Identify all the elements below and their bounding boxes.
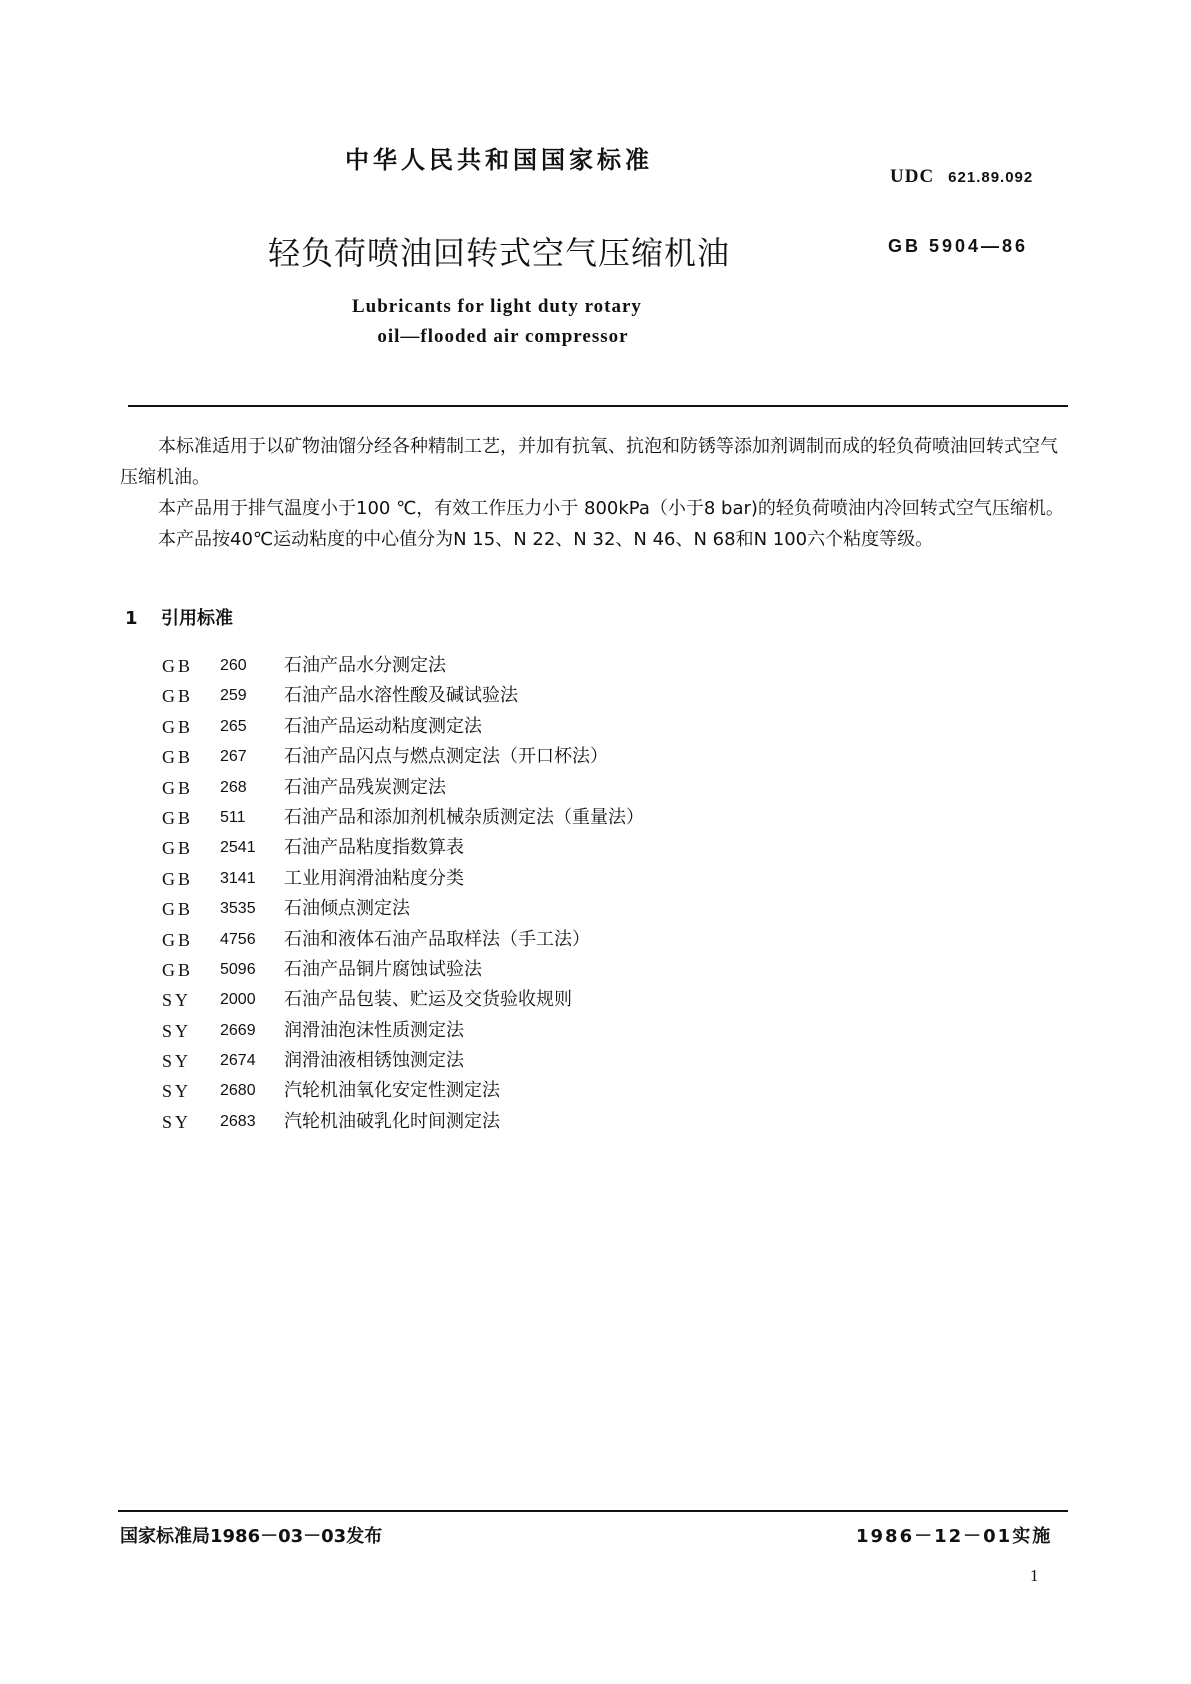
reference-title: 石油产品运动粘度测定法: [284, 715, 482, 737]
udc-label: UDC: [890, 166, 935, 187]
reference-title: 石油产品铜片腐蚀试验法: [284, 958, 482, 980]
reference-title: 石油倾点测定法: [284, 898, 410, 920]
reference-code: GB: [162, 686, 194, 707]
reference-code: GB: [162, 899, 194, 920]
udc-code: [890, 166, 1033, 188]
reference-title: 工业用润滑油粘度分类: [284, 867, 464, 889]
title-en-line-2: oil—flooded air compressor: [377, 326, 629, 347]
reference-row: [162, 1076, 644, 1106]
reference-title: 石油产品包装、贮运及交货验收规则: [284, 989, 572, 1011]
reference-row: [162, 681, 644, 711]
reference-row: [162, 925, 644, 955]
reference-number: 2000: [220, 991, 256, 1009]
intro-paragraph: 本产品用于排气温度小于100 ℃，有效工作压力小于 800kPa（小于8 bar)的轻负荷喷油内冷回转式空气压缩机。: [158, 498, 1064, 519]
udc-number: 621.89.092: [948, 169, 1034, 186]
intro-paragraph: 本标准适用于以矿物油馏分经各种精制工艺，并加有抗氧、抗泡和防锈等添加剂调制而成的轻负荷喷油回转式空气压缩机油。: [120, 436, 1058, 488]
intro-paragraph: 本产品按40℃运动粘度的中心值分为N 15、N 22、N 32、N 46、N 68和N 100六个粘度等级。: [158, 529, 934, 550]
reference-code: GB: [162, 959, 194, 980]
document-title-cn: 轻负荷喷油回转式空气压缩机油: [268, 234, 731, 272]
reference-title: 石油产品水分测定法: [284, 655, 446, 676]
title-en-line-1: Lubricants for light duty rotary: [352, 296, 642, 317]
reference-number: 2674: [220, 1052, 256, 1070]
reference-code: SY: [162, 1020, 192, 1041]
issuer-heading: 中华人民共和国国家标准: [345, 146, 653, 174]
reference-title: 汽轮机油氧化安定性测定法: [284, 1080, 500, 1102]
reference-code: SY: [162, 1111, 192, 1132]
reference-code: SY: [162, 1081, 192, 1102]
reference-row: [162, 712, 644, 742]
section-title: 引用标准: [161, 608, 233, 629]
reference-number: 5096: [220, 960, 256, 978]
reference-row: [162, 1107, 644, 1137]
reference-title: 石油产品粘度指数算表: [284, 837, 464, 859]
reference-row: [162, 1016, 644, 1046]
reference-number: 2541: [220, 839, 256, 857]
page-number: 1: [1030, 1566, 1039, 1585]
reference-number: 511: [220, 808, 246, 826]
reference-code: GB: [162, 868, 194, 889]
section-number: 1: [125, 608, 138, 629]
footer-divider: [118, 1510, 1068, 1512]
effective-date: 1986－12－01实施: [856, 1526, 1053, 1547]
reference-code: GB: [162, 929, 194, 950]
reference-row: [162, 894, 644, 924]
intro-section: [120, 431, 1070, 555]
reference-row: [162, 985, 644, 1015]
reference-code: SY: [162, 990, 192, 1011]
reference-number: 4756: [220, 930, 256, 948]
reference-title: 石油产品闪点与燃点测定法（开口杯法）: [284, 746, 608, 768]
reference-code: GB: [162, 716, 194, 737]
issue-date: 国家标准局1986－03－03发布: [120, 1526, 383, 1547]
reference-title: 润滑油液相锈蚀测定法: [284, 1050, 464, 1072]
reference-code: GB: [162, 807, 194, 828]
reference-number: 265: [220, 717, 247, 735]
section-heading: [125, 604, 233, 630]
reference-row: [162, 955, 644, 985]
reference-code: GB: [162, 777, 194, 798]
reference-number: 268: [220, 778, 247, 796]
reference-row: [162, 742, 644, 772]
reference-title: 石油产品和添加剂机械杂质测定法（重量法）: [284, 806, 644, 828]
reference-number: 2669: [220, 1021, 256, 1039]
reference-code: GB: [162, 747, 194, 768]
reference-number: 3535: [220, 900, 256, 918]
document-title-en: [352, 292, 642, 352]
reference-code: GB: [162, 838, 194, 859]
reference-code: GB: [162, 656, 194, 676]
reference-number: 259: [220, 687, 247, 705]
reference-row: [162, 651, 644, 681]
reference-list: [162, 651, 644, 1137]
reference-number: 3141: [220, 869, 256, 887]
reference-number: 2683: [220, 1112, 256, 1130]
header-divider: [128, 405, 1068, 407]
reference-title: 石油和液体石油产品取样法（手工法）: [284, 928, 590, 950]
reference-row: [162, 803, 644, 833]
reference-row: [162, 1046, 644, 1076]
reference-number: 2680: [220, 1082, 256, 1100]
reference-row: [162, 864, 644, 894]
reference-row: [162, 773, 644, 803]
reference-title: 汽轮机油破乳化时间测定法: [284, 1110, 500, 1132]
reference-title: 石油产品水溶性酸及碱试验法: [284, 685, 518, 707]
reference-code: SY: [162, 1051, 192, 1072]
reference-number: 260: [220, 657, 247, 674]
reference-title: 石油产品残炭测定法: [284, 776, 446, 798]
reference-title: 润滑油泡沫性质测定法: [284, 1019, 464, 1041]
standard-number: GB 5904—86: [888, 236, 1029, 256]
reference-row: [162, 833, 644, 863]
reference-number: 267: [220, 748, 247, 766]
